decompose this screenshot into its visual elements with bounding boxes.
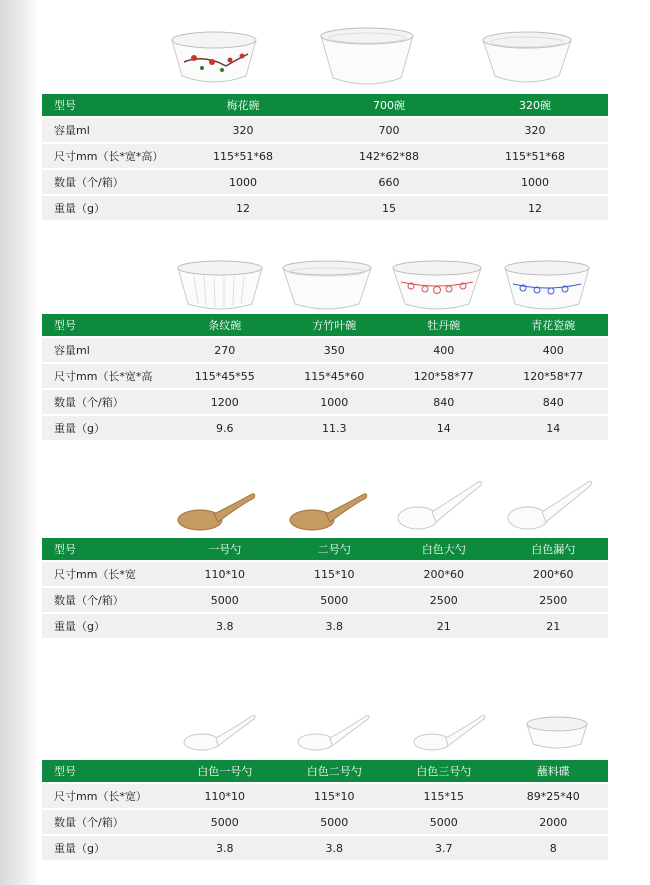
row-label: 尺寸mm（长*宽*高	[42, 363, 170, 389]
cell: 5000	[170, 587, 280, 613]
white-spoon-no1-image	[172, 690, 272, 760]
product-images	[42, 244, 608, 314]
header-cell: 白色一号勺	[170, 760, 280, 783]
product-images	[42, 24, 608, 94]
section-spoons-1	[42, 468, 608, 638]
cell: 1000	[170, 169, 316, 195]
cell: 120*58*77	[389, 363, 499, 389]
row-label: 重量（g）	[42, 415, 170, 440]
header-cell: 白色二号勺	[280, 760, 390, 783]
table-header-row	[42, 760, 608, 783]
table-row	[42, 415, 608, 440]
striped-bowl-image	[170, 244, 270, 314]
header-cell: 方竹叶碗	[280, 314, 390, 337]
cell: 115*45*55	[170, 363, 280, 389]
header-model: 型号	[42, 538, 170, 561]
page-edge-shadow	[0, 0, 40, 885]
header-cell: 白色三号勺	[389, 760, 499, 783]
cell: 11.3	[280, 415, 390, 440]
header-cell: 条纹碗	[170, 314, 280, 337]
cell: 9.6	[170, 415, 280, 440]
cell: 5000	[280, 587, 390, 613]
table-row	[42, 389, 608, 415]
table-row	[42, 613, 608, 638]
row-label: 数量（个/箱）	[42, 587, 170, 613]
row-label: 容量ml	[42, 337, 170, 363]
cell: 115*10	[280, 783, 390, 809]
cell: 115*45*60	[280, 363, 390, 389]
row-label: 重量（g）	[42, 835, 170, 860]
cell: 14	[499, 415, 609, 440]
cell: 12	[170, 195, 316, 220]
cell: 5000	[280, 809, 390, 835]
product-images	[42, 468, 608, 538]
cell: 3.8	[280, 613, 390, 638]
cell: 3.8	[170, 835, 280, 860]
row-label: 数量（个/箱）	[42, 389, 170, 415]
cell: 320	[170, 117, 316, 143]
spec-table-4	[42, 760, 608, 860]
cell: 3.8	[170, 613, 280, 638]
cell: 200*60	[389, 561, 499, 587]
product-images	[42, 690, 608, 760]
white-slotted-spoon-image	[502, 468, 602, 538]
cell: 12	[462, 195, 608, 220]
cell: 14	[389, 415, 499, 440]
section-bowls-1	[42, 24, 608, 220]
header-cell: 蘸料碟	[499, 760, 609, 783]
cell: 400	[389, 337, 499, 363]
cell: 1000	[462, 169, 608, 195]
table-row	[42, 169, 608, 195]
header-cell: 二号勺	[280, 538, 390, 561]
cell: 320	[462, 117, 608, 143]
cell: 120*58*77	[499, 363, 609, 389]
header-cell: 白色漏勺	[499, 538, 609, 561]
blue-white-porcelain-bowl-image	[497, 244, 597, 314]
table-row	[42, 587, 608, 613]
cell: 2500	[499, 587, 609, 613]
bowl-700-image	[317, 24, 417, 94]
table-row	[42, 337, 608, 363]
spoon-no2-image	[282, 468, 382, 538]
cell: 660	[316, 169, 462, 195]
cell: 700	[316, 117, 462, 143]
table-row	[42, 195, 608, 220]
white-spoon-no2-image	[286, 690, 386, 760]
cell: 142*62*88	[316, 143, 462, 169]
spoon-no1-image	[170, 468, 270, 538]
row-label: 数量（个/箱）	[42, 169, 170, 195]
cell: 1200	[170, 389, 280, 415]
row-label: 尺寸mm（长*宽*高）	[42, 143, 170, 169]
header-cell: 白色大勺	[389, 538, 499, 561]
table-row	[42, 809, 608, 835]
cell: 840	[499, 389, 609, 415]
header-cell: 青花瓷碗	[499, 314, 609, 337]
header-cell: 320碗	[462, 94, 608, 117]
cell: 3.8	[280, 835, 390, 860]
table-row	[42, 363, 608, 389]
table-row	[42, 561, 608, 587]
cell: 2000	[499, 809, 609, 835]
cell: 115*51*68	[170, 143, 316, 169]
table-row	[42, 117, 608, 143]
table-row	[42, 835, 608, 860]
spec-table-1	[42, 94, 608, 220]
cell: 21	[389, 613, 499, 638]
dip-dish-image	[507, 690, 607, 760]
bowl-320-image	[477, 24, 577, 94]
cell: 3.7	[389, 835, 499, 860]
row-label: 数量（个/箱）	[42, 809, 170, 835]
spec-table-3	[42, 538, 608, 638]
header-cell: 一号勺	[170, 538, 280, 561]
cell: 200*60	[499, 561, 609, 587]
cell: 115*51*68	[462, 143, 608, 169]
plum-blossom-bowl-image	[164, 24, 264, 94]
cell: 21	[499, 613, 609, 638]
square-bamboo-bowl-image	[277, 244, 377, 314]
row-label: 重量（g）	[42, 613, 170, 638]
header-cell: 牡丹碗	[389, 314, 499, 337]
cell: 1000	[280, 389, 390, 415]
cell: 15	[316, 195, 462, 220]
cell: 115*10	[280, 561, 390, 587]
cell: 8	[499, 835, 609, 860]
row-label: 容量ml	[42, 117, 170, 143]
header-model: 型号	[42, 314, 170, 337]
section-bowls-2	[42, 244, 608, 440]
header-cell: 梅花碗	[170, 94, 316, 117]
peony-bowl-image	[387, 244, 487, 314]
header-cell: 700碗	[316, 94, 462, 117]
cell: 840	[389, 389, 499, 415]
white-large-spoon-image	[392, 468, 492, 538]
cell: 89*25*40	[499, 783, 609, 809]
table-header-row	[42, 314, 608, 337]
cell: 350	[280, 337, 390, 363]
spec-table-2	[42, 314, 608, 440]
row-label: 尺寸mm（长*宽	[42, 561, 170, 587]
cell: 5000	[389, 809, 499, 835]
table-header-row	[42, 94, 608, 117]
row-label: 重量（g）	[42, 195, 170, 220]
header-model: 型号	[42, 760, 170, 783]
cell: 270	[170, 337, 280, 363]
cell: 115*15	[389, 783, 499, 809]
white-spoon-no3-image	[402, 690, 502, 760]
table-header-row	[42, 538, 608, 561]
cell: 110*10	[170, 783, 280, 809]
cell: 2500	[389, 587, 499, 613]
section-spoons-2	[42, 690, 608, 860]
cell: 400	[499, 337, 609, 363]
header-model: 型号	[42, 94, 170, 117]
cell: 5000	[170, 809, 280, 835]
cell: 110*10	[170, 561, 280, 587]
table-row	[42, 143, 608, 169]
row-label: 尺寸mm（长*宽）	[42, 783, 170, 809]
table-row	[42, 783, 608, 809]
